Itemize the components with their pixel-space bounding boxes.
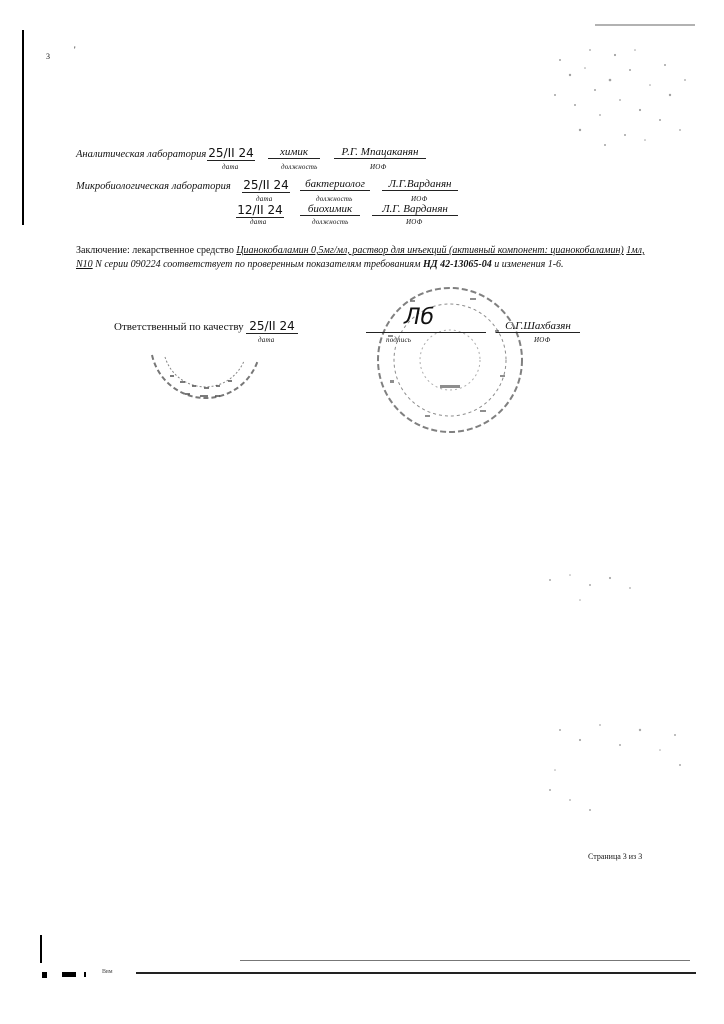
analytical-lab-position: химик — [268, 146, 320, 159]
conclusion-middle: N серии 090224 соответствует по проверенным показателям требованиям — [95, 259, 421, 270]
micro-lab-position-2: биохимик — [300, 203, 360, 216]
responsible-signature: Лб — [404, 305, 435, 330]
scan-noise-mid-right — [520, 560, 700, 820]
scan-bottom-line-faint — [240, 960, 690, 961]
conclusion-pack: 1мл, N10 — [76, 245, 645, 270]
micro-lab-position-caption-2: должность — [312, 218, 349, 226]
scan-bottom-bar-1 — [42, 972, 47, 978]
micro-lab-name-caption-2: ИОФ — [406, 218, 423, 226]
conclusion-prefix: Заключение: лекарственное средство — [76, 245, 234, 256]
scan-edge-line-bottom — [40, 935, 42, 963]
analytical-lab-label: Аналитическая лаборатория — [76, 149, 207, 160]
page-mark: 3 — [46, 52, 50, 61]
scan-bottom-bar-3 — [84, 972, 86, 977]
micro-lab-name-caption-1: ИОФ — [411, 195, 428, 203]
scan-edge-line-top — [22, 30, 24, 225]
page-tick: ' — [74, 45, 76, 55]
scan-bottom-bar-2 — [62, 972, 76, 977]
scan-tag: Ввм — [102, 969, 113, 975]
stamp-right-icon — [370, 280, 530, 440]
micro-lab-date-caption-1: дата — [256, 195, 273, 203]
micro-lab-date-caption-2: дата — [250, 218, 267, 226]
analytical-lab-position-caption: должность — [281, 163, 318, 171]
conclusion-suffix: и изменения 1-6. — [494, 259, 564, 270]
analytical-lab-date-caption: дата — [222, 163, 239, 171]
micro-lab-date-1: 25/II 24 — [243, 178, 289, 192]
scan-bottom-line — [136, 972, 696, 974]
responsible-name: С.Г.Шахбазян — [496, 320, 580, 333]
responsible-date-caption: дата — [258, 336, 275, 344]
micro-lab-label: Микробиологическая лаборатория — [76, 181, 231, 192]
responsible-label: Ответственный по качеству — [114, 321, 244, 333]
micro-lab-name-1: Л.Г.Варданян — [382, 178, 458, 191]
analytical-lab-date: 25/II 24 — [208, 146, 254, 160]
stamp-left-icon — [140, 285, 270, 415]
responsible-date: 25/II 24 — [246, 319, 298, 334]
micro-lab-position-1: бактериолог — [300, 178, 370, 191]
responsible-signature-line — [366, 332, 486, 333]
responsible-signature-caption: подпись — [386, 336, 412, 344]
conclusion-standard: НД 42-13065-04 — [422, 259, 492, 270]
analytical-lab-name: Р.Г. Мпацаканян — [334, 146, 426, 159]
analytical-lab-name-caption: ИОФ — [370, 163, 387, 171]
conclusion-drug: Цианокобаламин 0,5мг/мл, раствор для инъекций (активный компонент: цианокобаламин) — [236, 245, 624, 256]
page-number: Страница 3 из 3 — [588, 852, 643, 861]
micro-lab-position-caption-1: должность — [316, 195, 353, 203]
scan-noise-top-right — [500, 20, 700, 160]
micro-lab-date-2: 12/II 24 — [237, 203, 283, 217]
conclusion-paragraph — [76, 244, 656, 272]
responsible-name-caption: ИОФ — [534, 336, 551, 344]
micro-lab-name-2: Л.Г. Варданян — [372, 203, 458, 216]
